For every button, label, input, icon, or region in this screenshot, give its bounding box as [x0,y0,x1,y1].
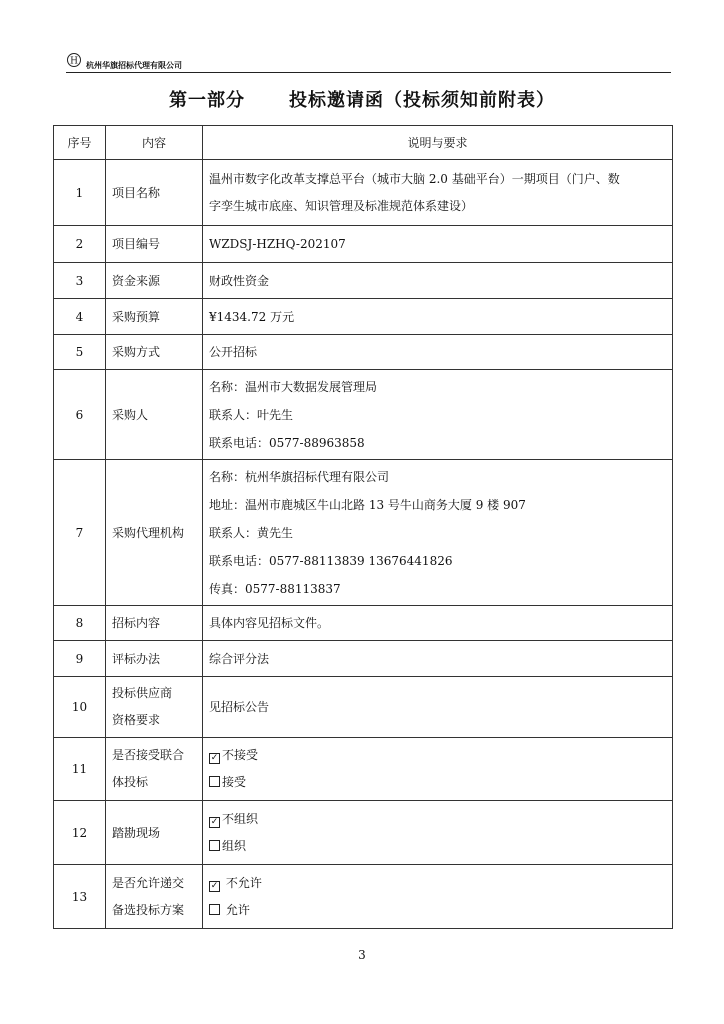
option-checked[interactable]: ✓ 不接受 [210,748,259,763]
option-checked[interactable]: ✓ 不组织 [210,811,259,827]
col-header-item: 内容 [106,126,203,160]
checked-box-icon[interactable]: ✓ [210,880,219,891]
table-row [54,263,673,299]
option-unchecked[interactable]: 接受 [209,769,672,796]
row-item: 资金来源 [106,263,203,299]
table-row [54,738,673,801]
page-header [66,52,671,73]
company-name: 杭州华旗招标代理有限公司 [86,61,182,70]
row-desc: 温州市数字化改革支撑总平台（城市大脑 2.0 基础平台）一期项目（门户、数 字孪生城市底座、知识管理及标准规范体系建设） [203,160,673,226]
row-no: 12 [54,801,106,865]
option-checked[interactable]: ✓ 不允许 [210,875,262,891]
option-unchecked[interactable]: 组织 [209,833,672,860]
table-row [54,641,673,677]
row-options [203,801,673,865]
row-no: 8 [54,606,106,641]
row-desc: 财政性资金 [203,263,673,299]
empty-box-icon[interactable] [209,840,220,851]
row-desc: 名称：杭州华旗招标代理有限公司 地址：温州市鹿城区牛山北路 13 号牛山商务大厦 9 楼 907 联系人：黄先生 联系电话：0577-88113839 13676441826 传真：0577-88113837 [203,460,673,606]
row-item: 踏勘现场 [106,801,203,865]
checked-box-icon[interactable]: ✓ [210,753,219,763]
empty-box-icon[interactable] [209,776,220,787]
table-row [54,226,673,263]
row-no: 2 [54,226,106,263]
row-no: 4 [54,299,106,335]
col-header-no: 序号 [54,126,106,160]
row-no: 3 [54,263,106,299]
page-title [0,86,724,112]
row-item: 采购预算 [106,299,203,335]
row-item: 招标内容 [106,606,203,641]
row-desc: 综合评分法 [203,641,673,677]
row-item: 投标供应商 资格要求 [106,677,203,738]
row-desc: 名称：温州市大数据发展管理局 联系人：叶先生 联系电话：0577-88963858 [203,370,673,460]
empty-box-icon[interactable] [209,904,220,915]
option-unchecked[interactable]: 允许 [209,897,672,924]
table-row [54,606,673,641]
company-logo-icon [66,52,82,68]
row-options [203,865,673,929]
row-options [203,738,673,801]
svg-text:H: H [70,56,78,67]
row-no: 1 [54,160,106,226]
table-row [54,865,673,929]
table-row [54,370,673,460]
checked-box-icon[interactable]: ✓ [210,816,219,827]
table-row [54,677,673,738]
table-header-row [54,126,673,160]
row-no: 6 [54,370,106,460]
row-desc: 具体内容见招标文件。 [203,606,673,641]
table-row [54,801,673,865]
row-item: 是否允许递交 备选投标方案 [106,865,203,929]
row-item: 采购方式 [106,335,203,370]
row-item: 评标办法 [106,641,203,677]
row-no: 10 [54,677,106,738]
row-desc: 见招标公告 [203,677,673,738]
row-desc: WZDSJ-HZHQ-202107 [203,226,673,263]
row-no: 9 [54,641,106,677]
table-row [54,460,673,606]
row-item: 项目编号 [106,226,203,263]
row-item: 项目名称 [106,160,203,226]
title-part: 第一部分 [169,90,245,111]
col-header-desc: 说明与要求 [203,126,673,160]
row-no: 7 [54,460,106,606]
table-row [54,335,673,370]
row-desc: 公开招标 [203,335,673,370]
table-row [54,160,673,226]
row-no: 5 [54,335,106,370]
row-no: 11 [54,738,106,801]
row-item: 采购代理机构 [106,460,203,606]
page-number: 3 [358,948,366,962]
row-desc-budget: ¥1434.72 万元 [203,299,673,335]
table-row [54,299,673,335]
row-item: 采购人 [106,370,203,460]
row-item: 是否接受联合 体投标 [106,738,203,801]
title-name: 投标邀请函（投标须知前附表） [289,90,555,111]
bid-info-table [53,125,673,929]
row-no: 13 [54,865,106,929]
